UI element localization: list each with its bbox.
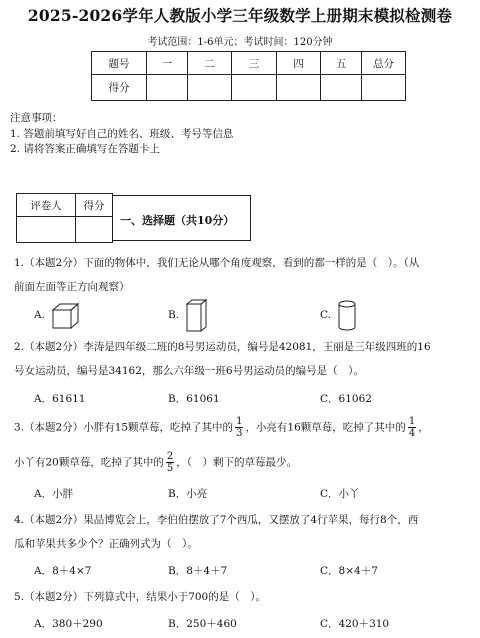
grader-score-label: 得分 [76, 194, 113, 217]
score-cell[interactable] [362, 75, 406, 101]
score-header-cell: 总分 [362, 52, 406, 75]
question-3-part: ， [418, 421, 429, 434]
exam-title: 2025-2026学年人教版小学三年级数学上册期末模拟检测卷 [27, 6, 453, 25]
question-5-text: 5.（本题2分）下列算式中，结果小于700的是（ ）。 [14, 591, 266, 603]
question-3-text [14, 416, 429, 439]
notes-item: 2. 请将答案正确填写在答题卡上 [10, 143, 160, 155]
grader-label: 评卷人 [17, 194, 76, 217]
grader-name-cell[interactable] [17, 217, 76, 243]
score-row-label: 得分 [92, 75, 147, 101]
question-2-option-c[interactable]: C．61062 [320, 393, 372, 405]
question-1-option-a[interactable]: A. [34, 309, 45, 321]
fraction-one-fourth: $\frac{1}{4}$ [408, 416, 416, 439]
fraction-two-fifths: $\frac{2}{5}$ [166, 451, 174, 474]
question-4-option-a[interactable]: A．8＋4×7 [34, 565, 92, 577]
section-title: 一、选择题（共10分） [120, 214, 235, 227]
question-3-part: ，小亮有16颗草莓，吃掉了其中的 [245, 421, 406, 434]
question-3-option-b[interactable]: B．小亮 [168, 488, 208, 500]
cylinder-icon [338, 300, 358, 332]
score-table-header-row [92, 52, 406, 75]
score-cell[interactable] [188, 75, 232, 101]
question-5-option-a[interactable]: A．380＋290 [34, 618, 103, 630]
notes-block [10, 111, 233, 158]
cube-icon [52, 303, 80, 329]
score-cell[interactable] [277, 75, 321, 101]
notes-item: 1. 答题前填写好自己的姓名、班级、考号等信息 [10, 127, 234, 140]
question-3-text-cont [14, 451, 297, 474]
score-header-cell: 四 [277, 52, 321, 75]
question-5-option-c[interactable]: C．420＋310 [320, 618, 390, 630]
question-2-option-b[interactable]: B．61061 [168, 393, 220, 405]
question-2-text-cont: 号女运动员，编号是34162，那么六年级一班6号男运动员的编号是（ ）。 [14, 365, 364, 377]
question-4-option-c[interactable]: C．8×4＋7 [320, 565, 378, 577]
question-1-option-c[interactable]: C. [320, 309, 331, 321]
question-5-option-b[interactable]: B．250＋460 [168, 618, 237, 630]
score-cell[interactable] [232, 75, 277, 101]
question-2-option-a[interactable]: A．61611 [34, 393, 86, 405]
question-4-option-b[interactable]: B．8＋4＋7 [168, 565, 228, 577]
question-3-part: 3.（本题2分）小胖有15颗草莓，吃掉了其中的 [14, 421, 234, 434]
question-3-option-a[interactable]: A．小胖 [34, 488, 74, 500]
question-1-option-b[interactable]: B. [168, 309, 180, 321]
notes-heading: 注意事项： [10, 112, 63, 124]
exam-subtitle: 考试范围：1-6单元；考试时间：120分钟 [147, 37, 333, 48]
score-table-score-row [92, 75, 406, 101]
fraction-one-third: $\frac{1}{3}$ [236, 416, 243, 439]
score-header-cell: 题号 [92, 52, 147, 75]
question-3-option-c[interactable]: C．小丫 [320, 488, 360, 500]
question-1-text-cont: 前面左面等正方向观察） [14, 281, 130, 293]
grader-score-cell[interactable] [76, 217, 113, 243]
score-table [91, 51, 406, 101]
question-3-part: 小丫有20颗草莓，吃掉了其中的 [14, 456, 164, 469]
score-header-cell: 五 [321, 52, 362, 75]
question-4-text: 4.（本题2分）果品博览会上，李伯伯摆放了7个西瓜，又摆放了4行苹果，每行8个，西 [14, 514, 419, 526]
score-header-cell: 二 [188, 52, 232, 75]
score-cell[interactable] [321, 75, 362, 101]
question-1-text: 1.（本题2分）下面的物体中，我们无论从哪个角度观察，看到的都一样的是（ ）。（从 [14, 257, 420, 269]
question-2-text: 2.（本题2分）李涛是四年级二班的8号男运动员，编号是42081，王丽是三年级四班的16 [14, 341, 431, 353]
cuboid-icon [186, 299, 208, 333]
question-4-text-cont: 瓜和苹果共多少个？正确列式为（ ）。 [14, 538, 198, 550]
score-header-cell: 一 [147, 52, 188, 75]
question-3-part: ，（ ）剩下的草莓最少。 [176, 456, 297, 469]
score-cell[interactable] [147, 75, 188, 101]
grader-table [16, 193, 113, 243]
score-header-cell: 三 [232, 52, 277, 75]
